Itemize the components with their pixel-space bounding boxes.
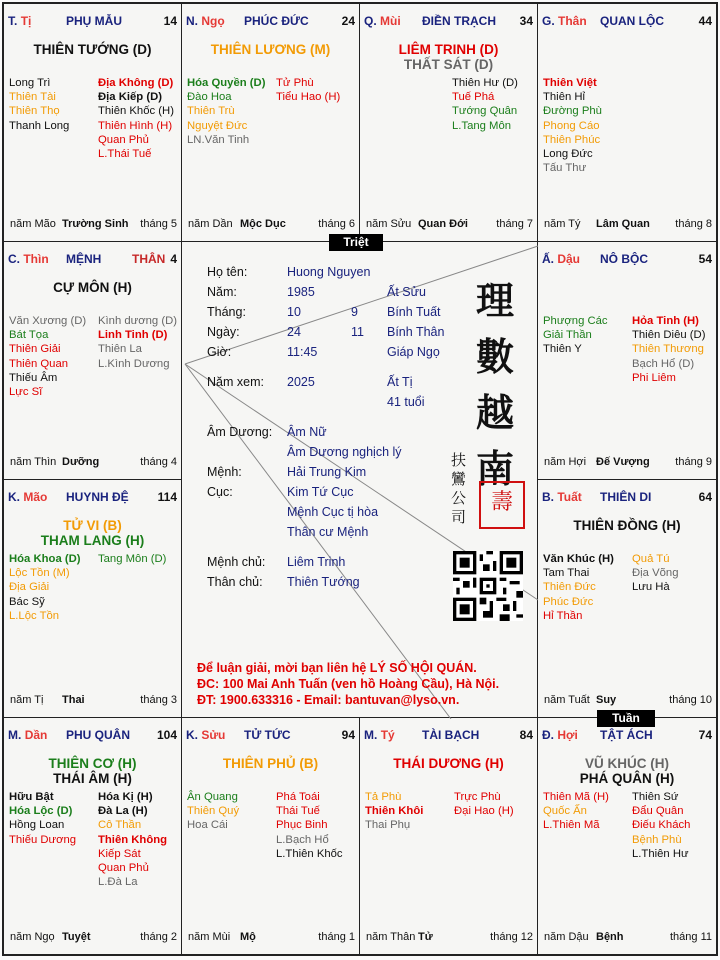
star-list-left xyxy=(543,552,614,623)
palace-month: tháng 5 xyxy=(140,218,177,230)
palace-can: Ấ. xyxy=(542,252,554,266)
value-thang-can-chi: Bính Tuất xyxy=(387,305,441,319)
palace-month: tháng 7 xyxy=(496,218,533,230)
star-item: Quốc Ấn xyxy=(543,805,587,818)
star-item: Văn Khúc (H) xyxy=(543,553,614,565)
palace-month: tháng 12 xyxy=(490,931,533,943)
star-item: Thiên Khốc (H) xyxy=(98,105,174,118)
value-menh: Hải Trung Kim xyxy=(287,465,367,479)
star-item: Thái Tuế xyxy=(276,805,320,818)
main-star: THIÊN ĐỒNG (H) xyxy=(573,518,681,533)
star-item: Lực Sĩ xyxy=(9,386,43,399)
palace-chi: Hợi xyxy=(557,728,578,742)
star-list-left xyxy=(9,314,86,399)
star-item: Phong Cáo xyxy=(543,119,600,132)
red-seal-stamp: 壽 xyxy=(479,481,525,529)
palace-number: 84 xyxy=(519,728,533,742)
value-thang-am: 9 xyxy=(351,305,358,319)
value-ngay-can-chi: Bính Thân xyxy=(387,325,445,339)
star-item: Thiên Sứ xyxy=(632,791,679,803)
star-list-left xyxy=(543,314,608,357)
star-item: Thiên Thương xyxy=(632,343,704,356)
label-than-chu: Thân chủ: xyxy=(207,575,263,589)
star-item: Hồng Loan xyxy=(9,819,65,832)
star-item: Long Trì xyxy=(9,77,51,89)
star-item: Thiên Giải xyxy=(9,343,61,356)
qr-code[interactable] xyxy=(453,551,523,621)
palace-chi: Ngọ xyxy=(201,14,225,28)
palace-year: năm Mùi xyxy=(188,931,231,943)
star-item: Cô Thần xyxy=(98,819,142,832)
star-item: Thiên Thọ xyxy=(9,105,60,118)
star-list-right xyxy=(276,790,343,861)
label-gio: Giờ: xyxy=(207,345,232,359)
star-item: Thiên La xyxy=(98,343,142,356)
calligraphy-char: 理 xyxy=(475,278,514,323)
palace-life-stage: Trường Sinh xyxy=(62,218,129,230)
star-item: Hóa Quyền (D) xyxy=(187,77,266,89)
star-item: Tang Môn (D) xyxy=(98,553,167,565)
star-list-right xyxy=(632,790,690,861)
label-cuc: Cục: xyxy=(207,485,233,499)
star-item: Địa Không (D) xyxy=(98,77,174,89)
value-thang: 10 xyxy=(287,305,301,319)
star-item: Tả Phù xyxy=(365,791,402,803)
star-item: Thiên Tài xyxy=(9,91,56,104)
palace-name: MỆNH xyxy=(66,252,102,266)
star-item: Kình dương (D) xyxy=(98,315,178,327)
palace-header xyxy=(8,252,177,266)
palace-cell-mao[interactable] xyxy=(3,479,182,718)
tuan-marker: Tuần xyxy=(597,710,655,727)
star-item: Tam Thai xyxy=(543,567,590,580)
star-item: L.Lộc Tồn xyxy=(9,609,60,622)
palace-year: năm Tuất xyxy=(544,694,590,706)
palace-number: 44 xyxy=(698,14,712,28)
palace-year: năm Tị xyxy=(10,694,44,706)
palace-header xyxy=(542,728,712,742)
value-cuc-note: Mệnh Cục tị hòa xyxy=(287,505,379,519)
palace-name: PHU QUÂN xyxy=(66,728,131,742)
palace-life-stage: Tử xyxy=(418,931,433,943)
palace-can: B. xyxy=(542,490,554,504)
star-item: Thiên Hư (D) xyxy=(452,77,518,89)
palace-life-stage: Lâm Quan xyxy=(596,218,650,230)
palace-month: tháng 8 xyxy=(675,218,712,230)
main-star: THAM LANG (H) xyxy=(40,533,145,548)
star-list-right xyxy=(454,790,514,818)
palace-header xyxy=(8,490,177,504)
palace-cell-thin[interactable] xyxy=(3,241,182,480)
star-list-left xyxy=(187,790,239,833)
star-item: Địa Kiếp (D) xyxy=(98,91,163,104)
star-item: Hữu Bật xyxy=(9,791,54,803)
palace-chi: Mùi xyxy=(380,14,401,28)
palace-cell-than[interactable] xyxy=(537,3,717,242)
star-item: Phúc Đức xyxy=(543,595,594,608)
star-item: Tiểu Hao (H) xyxy=(276,91,341,104)
star-item: Giải Thần xyxy=(543,329,592,342)
tu-vi-chart xyxy=(2,2,718,956)
palace-life-stage: Bệnh xyxy=(596,931,624,943)
palace-life-stage: Dưỡng xyxy=(62,456,100,468)
main-star: TỬ VI (B) xyxy=(63,518,122,533)
value-am-duong-note: Âm Dương nghịch lý xyxy=(287,445,402,459)
seal-side-text: 扶鸞公司 xyxy=(451,451,467,526)
palace-cell-tuat[interactable] xyxy=(537,479,717,718)
palace-month: tháng 10 xyxy=(669,694,712,706)
value-ho-ten: Huong Nguyen xyxy=(287,265,371,279)
star-item: Lưu Hà xyxy=(632,581,670,594)
palace-header xyxy=(186,14,355,28)
value-nam: 1985 xyxy=(287,285,315,299)
palace-month: tháng 2 xyxy=(140,931,177,943)
palace-life-stage: Quan Đới xyxy=(418,218,468,230)
star-item: Phượng Các xyxy=(543,315,608,327)
star-list-left xyxy=(543,76,602,175)
star-item: Hoa Cái xyxy=(187,819,228,832)
palace-month: tháng 6 xyxy=(318,218,355,230)
star-item: Thiếu Dương xyxy=(9,833,77,846)
star-item: Lộc Tồn (M) xyxy=(9,567,70,580)
palace-can: K. xyxy=(186,728,198,742)
palace-name: ĐIỀN TRẠCH xyxy=(422,14,496,28)
palace-chi: Tuất xyxy=(557,490,582,504)
star-list-left xyxy=(365,790,423,833)
star-item: Tuế Phá xyxy=(452,91,495,104)
label-nam-xem: Năm xem: xyxy=(207,375,264,389)
star-list-left xyxy=(9,790,76,847)
palace-header xyxy=(542,490,712,504)
palace-footer xyxy=(366,931,533,944)
star-item: Thiên Trù xyxy=(187,105,235,118)
star-item: Đà La (H) xyxy=(98,805,148,818)
calligraphy-char: 數 xyxy=(475,334,514,379)
palace-header xyxy=(8,14,177,28)
main-star: THIÊN TƯỚNG (D) xyxy=(33,42,152,57)
palace-name: TẬT ÁCH xyxy=(600,728,653,742)
star-item: Kiếp Sát xyxy=(98,847,141,860)
main-star: THÁI DƯƠNG (H) xyxy=(393,756,504,771)
star-item: Tử Phù xyxy=(276,77,314,89)
value-nam-xem-can-chi: Ất Tị xyxy=(387,375,413,389)
star-item: Phá Toái xyxy=(276,791,320,803)
star-item: Thiếu Âm xyxy=(9,371,58,384)
star-list-right xyxy=(98,552,166,566)
star-item: Nguyệt Đức xyxy=(187,119,248,132)
palace-year: năm Mão xyxy=(10,218,56,230)
contact-line-2: ĐC: 100 Mai Anh Tuấn (ven hồ Hoàng Cầu), Hà Nội. xyxy=(197,677,500,691)
star-item: L.Thiên Hư xyxy=(632,847,689,860)
star-list-right xyxy=(98,76,174,161)
star-item: Điếu Khách xyxy=(632,819,691,832)
palace-name: PHÚC ĐỨC xyxy=(244,14,309,28)
palace-footer xyxy=(366,218,533,231)
star-item: Thiên Hình (H) xyxy=(98,119,173,132)
palace-header xyxy=(542,252,712,266)
star-item: Đào Hoa xyxy=(187,91,232,104)
star-item: L.Thiên Mã xyxy=(543,819,600,832)
palace-footer xyxy=(544,456,712,469)
main-star: THẤT SÁT (D) xyxy=(403,57,494,72)
star-item: Hỉ Thần xyxy=(543,609,583,622)
label-thang: Tháng: xyxy=(207,305,246,319)
palace-month: tháng 11 xyxy=(669,931,712,943)
palace-life-stage: Tuyệt xyxy=(62,931,91,943)
label-menh-chu: Mệnh chủ: xyxy=(207,555,266,569)
label-ngay: Ngày: xyxy=(207,325,240,339)
star-item: L.Tang Môn xyxy=(452,119,512,132)
main-star: THIÊN CƠ (H) xyxy=(48,756,137,771)
star-item: Thiên Khôi xyxy=(365,805,424,818)
calligraphy-char: 南 xyxy=(475,446,514,491)
star-item: Ân Quang xyxy=(187,791,238,803)
main-star: VŨ KHÚC (H) xyxy=(585,756,669,771)
palace-year: năm Sửu xyxy=(366,218,412,230)
palace-year: năm Dần xyxy=(188,218,233,230)
palace-can: G. xyxy=(542,14,555,28)
palace-name: HUYNH ĐỆ xyxy=(66,490,129,504)
star-item: L.Kình Dương xyxy=(98,357,170,370)
palace-than-marker: THÂN xyxy=(132,252,166,266)
palace-name: PHỤ MẪU xyxy=(66,14,122,28)
star-item: Thiên Hỉ xyxy=(543,91,586,104)
star-item: Long Đức xyxy=(543,148,593,161)
star-list-right xyxy=(276,76,340,104)
palace-name: TÀI BẠCH xyxy=(422,728,480,742)
star-list-left xyxy=(9,552,81,623)
palace-name: QUAN LỘC xyxy=(600,14,664,28)
main-star: PHÁ QUÂN (H) xyxy=(579,771,675,786)
main-star: THÁI ÂM (H) xyxy=(53,771,132,786)
star-item: Địa Võng xyxy=(632,567,679,580)
star-item: L.Bạch Hổ xyxy=(276,833,329,846)
star-item: Hóa Lộc (D) xyxy=(9,805,73,818)
star-item: Đẩu Quân xyxy=(632,805,684,818)
star-item: Hóa Khoa (D) xyxy=(9,553,81,565)
palace-life-stage: Suy xyxy=(596,694,617,706)
star-item: Phi Liêm xyxy=(632,371,676,384)
star-item: Trực Phù xyxy=(454,791,501,803)
palace-month: tháng 1 xyxy=(318,931,355,943)
palace-chi: Thân xyxy=(558,14,587,28)
palace-footer xyxy=(10,456,177,469)
star-item: Địa Giải xyxy=(9,581,50,594)
star-item: Đại Hao (H) xyxy=(454,805,514,818)
star-item: Thiên Y xyxy=(543,343,582,356)
contact-line-1: Để luận giải, mời bạn liên hệ LÝ SỐ HỘI QUÁN. xyxy=(197,661,477,675)
palace-number: 24 xyxy=(341,14,355,28)
palace-life-stage: Mộc Dục xyxy=(240,218,286,230)
palace-can: Đ. xyxy=(542,728,554,742)
palace-life-stage: Thai xyxy=(62,694,85,706)
star-item: Linh Tinh (D) xyxy=(98,329,168,342)
value-ngay: 24 xyxy=(287,325,301,339)
value-ngay-am: 11 xyxy=(351,325,364,339)
main-star: CỰ MÔN (H) xyxy=(53,280,132,295)
star-item: Hỏa Tinh (H) xyxy=(632,315,699,327)
palace-chi: Sửu xyxy=(201,728,226,742)
star-item: Thiên Mã (H) xyxy=(543,791,609,803)
star-list-right xyxy=(452,76,518,133)
palace-can: M. xyxy=(8,728,22,742)
palace-header xyxy=(364,728,533,742)
palace-number: 74 xyxy=(698,728,712,742)
palace-cell-ty[interactable] xyxy=(3,3,182,242)
star-item: Quan Phủ xyxy=(98,133,149,146)
star-item: Thiên Không xyxy=(98,833,168,846)
palace-number: 114 xyxy=(157,490,177,504)
main-star: THIÊN PHỦ (B) xyxy=(222,756,319,771)
palace-year: năm Thân xyxy=(366,931,416,943)
main-star: THIÊN LƯƠNG (M) xyxy=(210,42,331,57)
value-gio: 11:45 xyxy=(287,345,318,359)
star-item: Bạch Hổ (D) xyxy=(632,357,695,370)
palace-year: năm Ngọ xyxy=(10,931,55,943)
palace-number: 14 xyxy=(163,14,177,28)
star-item: Thanh Long xyxy=(9,119,70,132)
palace-cell-mui[interactable] xyxy=(359,3,538,242)
star-item: L.Thiên Khốc xyxy=(276,847,343,860)
label-am-duong: Âm Dương: xyxy=(207,425,273,439)
value-nam-xem: 2025 xyxy=(287,375,315,389)
palace-header xyxy=(542,14,712,28)
palace-number: 104 xyxy=(156,728,177,742)
palace-month: tháng 9 xyxy=(675,456,712,468)
star-item: Thiên Diêu (D) xyxy=(632,329,706,342)
value-than-chu: Thiên Tướng xyxy=(287,575,360,589)
palace-year: năm Hợi xyxy=(544,456,587,468)
star-item: Thiên Phúc xyxy=(543,133,601,146)
star-item: Quả Tú xyxy=(632,553,670,565)
palace-can: N. xyxy=(186,14,198,28)
palace-header xyxy=(8,728,177,742)
star-item: Đường Phù xyxy=(543,105,602,118)
calligraphy-logo xyxy=(469,273,521,497)
value-than-cu: Thân cư Mệnh xyxy=(287,525,369,539)
star-list-left xyxy=(9,76,69,133)
star-item: Thiên Quan xyxy=(9,357,69,370)
palace-footer xyxy=(544,694,712,707)
palace-chi: Dậu xyxy=(557,252,581,266)
palace-footer xyxy=(544,931,712,944)
palace-header xyxy=(364,14,533,28)
palace-cell-ngo[interactable] xyxy=(181,3,360,242)
palace-footer xyxy=(10,931,177,944)
calligraphy-char: 越 xyxy=(475,390,514,435)
palace-chi: Thìn xyxy=(23,252,49,266)
star-item: Thiên Việt xyxy=(543,77,597,89)
palace-number: 94 xyxy=(341,728,355,742)
palace-number: 54 xyxy=(698,252,712,266)
palace-footer xyxy=(10,694,177,707)
star-item: Bệnh Phù xyxy=(632,833,682,846)
palace-life-stage: Mộ xyxy=(240,931,256,943)
palace-cell-dan[interactable] xyxy=(3,717,182,955)
star-list-left xyxy=(543,790,609,833)
star-item: Tướng Quân xyxy=(452,105,518,118)
palace-cell-ty2[interactable] xyxy=(359,717,538,955)
star-list-right xyxy=(98,314,177,371)
value-am-duong: Âm Nữ xyxy=(287,425,327,439)
palace-footer xyxy=(188,931,355,944)
label-menh: Mệnh: xyxy=(207,465,242,479)
palace-cell-dau[interactable] xyxy=(537,241,717,480)
value-tuoi: 41 tuổi xyxy=(387,395,425,409)
palace-header xyxy=(186,728,355,742)
label-nam: Năm: xyxy=(207,285,237,299)
palace-number: 4 xyxy=(170,252,177,266)
star-item: Bác Sỹ xyxy=(9,595,45,608)
value-menh-chu: Liêm Trinh xyxy=(287,555,346,569)
palace-footer xyxy=(544,218,712,231)
triet-marker: Triệt xyxy=(329,234,383,251)
star-item: Thai Phụ xyxy=(365,819,411,832)
star-item: Phục Binh xyxy=(276,819,328,832)
palace-can: K. xyxy=(8,490,20,504)
center-info-panel xyxy=(183,243,539,719)
palace-chi: Tý xyxy=(380,728,395,742)
palace-number: 64 xyxy=(698,490,712,504)
palace-can: C. xyxy=(8,252,20,266)
star-item: Thiên Đức xyxy=(543,581,596,594)
star-list-right xyxy=(632,552,678,595)
star-list-right xyxy=(98,790,167,889)
value-cuc: Kim Tứ Cục xyxy=(287,485,354,499)
star-item: LN.Văn Tinh xyxy=(187,133,250,146)
palace-year: năm Thìn xyxy=(10,456,57,468)
palace-number: 34 xyxy=(519,14,533,28)
star-item: Thiên Quý xyxy=(187,805,240,818)
palace-can: T. xyxy=(8,14,18,28)
palace-name: THIÊN DI xyxy=(600,490,652,504)
value-nam-can-chi: Ất Sửu xyxy=(387,285,426,299)
star-item: Quan Phủ xyxy=(98,862,149,875)
palace-cell-hoi[interactable] xyxy=(537,717,717,955)
main-star: LIÊM TRINH (D) xyxy=(398,42,499,57)
palace-month: tháng 4 xyxy=(140,456,177,468)
palace-chi: Mão xyxy=(23,490,48,504)
star-item: Bát Tọa xyxy=(9,329,49,342)
palace-year: năm Tý xyxy=(544,218,581,230)
star-item: Tấu Thư xyxy=(543,162,587,175)
palace-life-stage: Đế Vượng xyxy=(596,456,650,468)
contact-line-3: ĐT: 1900.633316 - Email: bantuvan@lyso.vn. xyxy=(197,693,460,707)
palace-footer xyxy=(10,218,177,231)
label-ho-ten: Họ tên: xyxy=(207,265,248,279)
star-item: Hóa Kị (H) xyxy=(98,791,153,803)
star-item: L.Đà La xyxy=(98,876,138,889)
palace-chi: Dần xyxy=(24,728,48,742)
palace-can: Q. xyxy=(364,14,377,28)
star-item: L.Thái Tuế xyxy=(98,148,152,161)
palace-month: tháng 3 xyxy=(140,694,177,706)
palace-footer xyxy=(188,218,355,231)
star-list-right xyxy=(632,314,705,385)
value-gio-can-chi: Giáp Ngọ xyxy=(387,345,440,359)
palace-cell-suu[interactable] xyxy=(181,717,360,955)
palace-name: TỬ TỨC xyxy=(244,728,291,742)
palace-can: M. xyxy=(364,728,378,742)
star-item: Văn Xương (D) xyxy=(9,315,87,327)
palace-name: NÔ BỘC xyxy=(600,252,648,266)
palace-chi: Tị xyxy=(20,14,32,28)
star-list-left xyxy=(187,76,265,147)
palace-year: năm Dậu xyxy=(544,931,589,943)
